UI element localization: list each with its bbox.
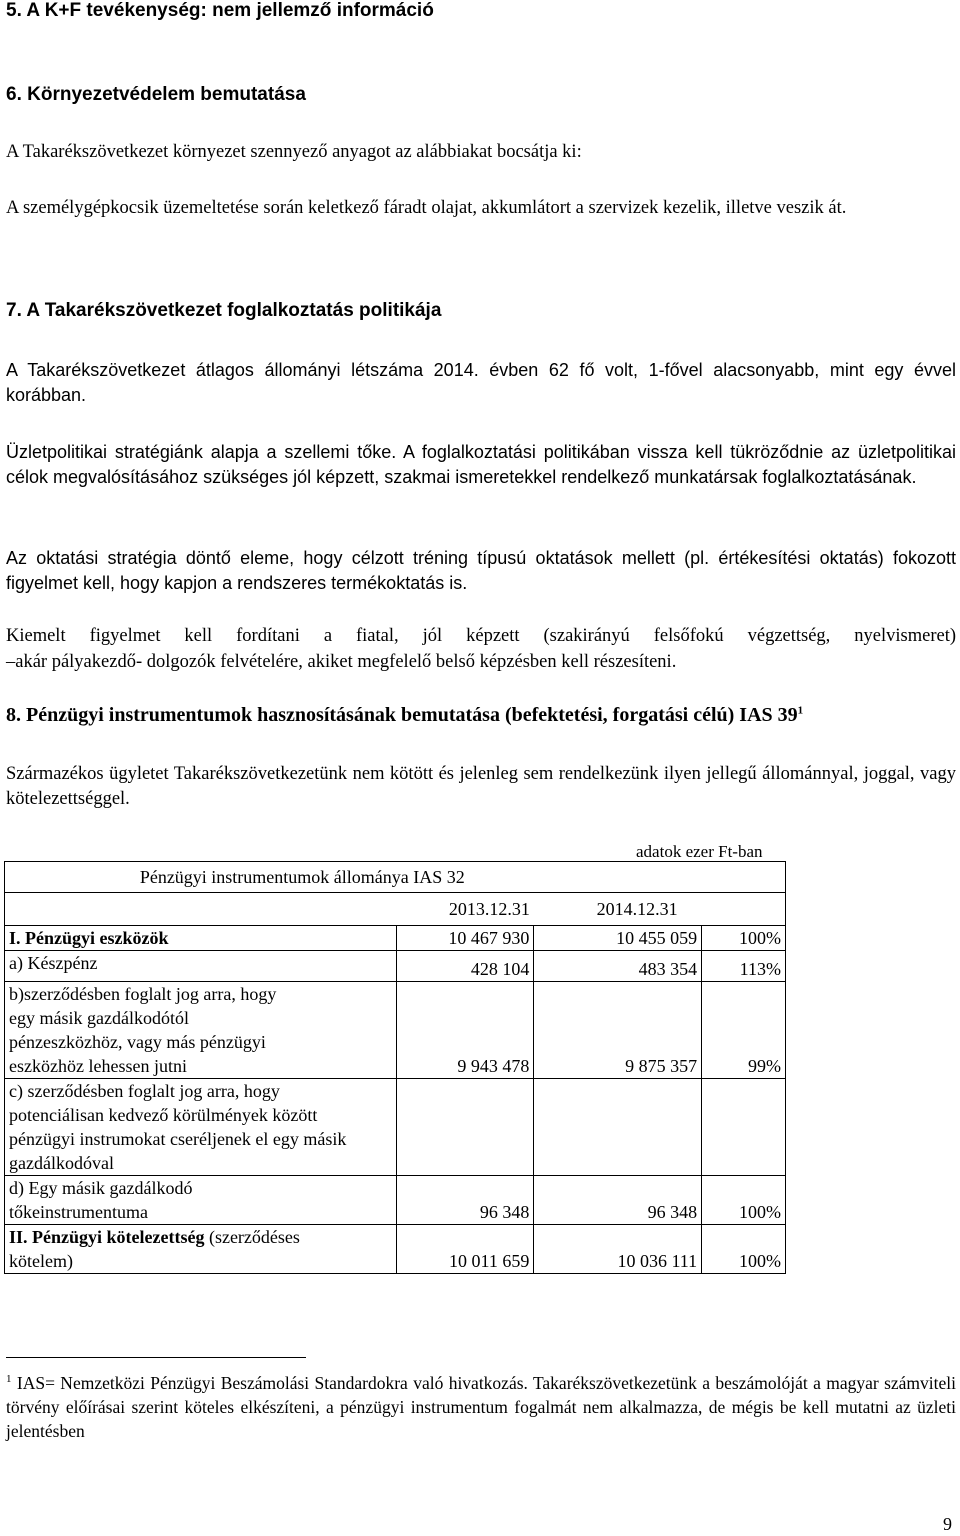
row-pct: 113%	[702, 951, 786, 982]
section-7-paragraph-4a: Kiemelt figyelmet kell fordítani a fiatal, jól képzett (szakirányú felsőfokú végzettség, nyelvismeret)	[6, 626, 956, 646]
row-pct: 100%	[702, 1176, 786, 1225]
financial-instruments-table	[4, 861, 786, 1274]
row-pct: 100%	[702, 926, 786, 951]
section-8-heading	[6, 704, 803, 727]
row-value-2013: 10 011 659	[396, 1225, 534, 1274]
row-label	[5, 982, 397, 1079]
section-8-paragraph-1: Származékos ügyletet Takarékszövetkezetünk nem kötött és jelenleg sem rendelkezünk ilyen jellegű állománnyal, joggal, vagy kötelezettséggel.	[6, 764, 956, 809]
row-value-2014: 10 455 059	[534, 926, 702, 951]
row-value-2014: 10 036 111	[534, 1225, 702, 1274]
footnote-marker: 1	[6, 1373, 12, 1386]
section-7-paragraph-3: Az oktatási stratégia döntő eleme, hogy célzott tréning típusú oktatások mellett (pl. értékesítési oktatás) fokozott figyelmet kell, hogy kapjon a rendszeres termékoktatás is.	[6, 548, 956, 593]
header-2014: 2014.12.31	[534, 893, 702, 926]
section-5-heading: 5. A K+F tevékenység: nem jellemző információ	[6, 0, 434, 21]
row-label-rest: c) szerződésben foglalt jog arra, hogy potenciálisan kedvező körülmények között pénzügyi instrumokat cseréljenek el egy másik gazdálkodóval	[9, 1081, 347, 1173]
table-row	[5, 1176, 786, 1225]
section-6-paragraph-2: A személygépkocsik üzemeltetése során keletkező fáradt olajat, akkumlátort a szervizek kezelik, illetve veszik át.	[6, 198, 847, 218]
row-label	[5, 951, 397, 982]
header-pct-blank	[702, 893, 786, 926]
table-title: Pénzügyi instrumentumok állománya IAS 32	[5, 862, 702, 893]
footnote	[6, 1371, 956, 1443]
footnote-text: IAS= Nemzetközi Pénzügyi Beszámolási Standardokra való hivatkozás. Takarékszövetkezetünk a beszámolóját a magyar számviteli törvény előírásai szerint köteles elkészíteni, a pénzügyi instrumentum fogalmát nem alkalmazza, de mégis be kell mutatni az üzleti jelentésben	[6, 1373, 957, 1441]
section-7-paragraph-2: Üzletpolitikai stratégiánk alapja a szellemi tőke. A foglalkoztatási politikában vissza kell tükröződnie az üzletpolitikai célok megvalósításához szükséges jól képzett, szakmai ismeretekkel rendelkező munkatársak foglalkoztatásának.	[6, 442, 956, 487]
row-value-2014	[534, 1079, 702, 1176]
table-title-spacer	[702, 862, 786, 893]
row-label-rest: b)szerződésben foglalt jog arra, hogy egy másik gazdálkodótól pénzeszközhöz, vagy más pénzügyi eszközhöz lehessen jutni	[9, 984, 277, 1076]
row-value-2014: 9 875 357	[534, 982, 702, 1079]
row-value-2014: 96 348	[534, 1176, 702, 1225]
row-pct: 100%	[702, 1225, 786, 1274]
row-value-2014: 483 354	[534, 951, 702, 982]
section-6-paragraph-1: A Takarékszövetkezet környezet szennyező anyagot az alábbiakat bocsátja ki:	[6, 142, 582, 162]
section-8-heading-text: 8. Pénzügyi instrumentumok hasznosításának bemutatása (befektetési, forgatási célú) IAS 39	[6, 704, 798, 726]
row-label-rest: a) Készpénz	[9, 953, 98, 973]
table-row	[5, 1079, 786, 1176]
table-header-row	[5, 893, 786, 926]
table-unit-note: adatok ezer Ft-ban	[636, 842, 763, 861]
section-7-heading: 7. A Takarékszövetkezet foglalkoztatás politikája	[6, 300, 442, 321]
row-value-2013: 96 348	[396, 1176, 534, 1225]
section-7-paragraph-1: A Takarékszövetkezet átlagos állományi létszáma 2014. évben 62 fő volt, 1-fővel alacsonyabb, mint egy évvel korábban.	[6, 360, 956, 405]
header-2013: 2013.12.31	[396, 893, 534, 926]
table-row	[5, 951, 786, 982]
row-value-2013: 428 104	[396, 951, 534, 982]
row-pct	[702, 1079, 786, 1176]
footnote-ref[interactable]: 1	[797, 704, 804, 717]
row-label-rest: (szerződéses kötelem)	[9, 1227, 300, 1271]
footnote-divider	[6, 1357, 306, 1358]
row-label	[5, 926, 397, 951]
table-title-row	[5, 862, 786, 893]
header-blank	[5, 893, 397, 926]
section-6-heading: 6. Környezetvédelem bemutatása	[6, 84, 306, 105]
row-value-2013: 10 467 930	[396, 926, 534, 951]
row-label	[5, 1079, 397, 1176]
table-row	[5, 926, 786, 951]
row-value-2013: 9 943 478	[396, 982, 534, 1079]
row-label-rest: d) Egy másik gazdálkodó tőkeinstrumentuma	[9, 1178, 193, 1222]
row-label	[5, 1225, 397, 1274]
row-label	[5, 1176, 397, 1225]
row-value-2013	[396, 1079, 534, 1176]
row-label-bold: I. Pénzügyi eszközök	[9, 928, 169, 948]
page-number: 9	[943, 1514, 952, 1534]
row-pct: 99%	[702, 982, 786, 1079]
row-label-bold: II. Pénzügyi kötelezettség	[9, 1227, 205, 1247]
table-row	[5, 982, 786, 1079]
section-7-paragraph-4b: –akár pályakezdő- dolgozók felvételére, akiket megfelelő belső képzésben kell részesíteni.	[6, 652, 677, 672]
table-row	[5, 1225, 786, 1274]
